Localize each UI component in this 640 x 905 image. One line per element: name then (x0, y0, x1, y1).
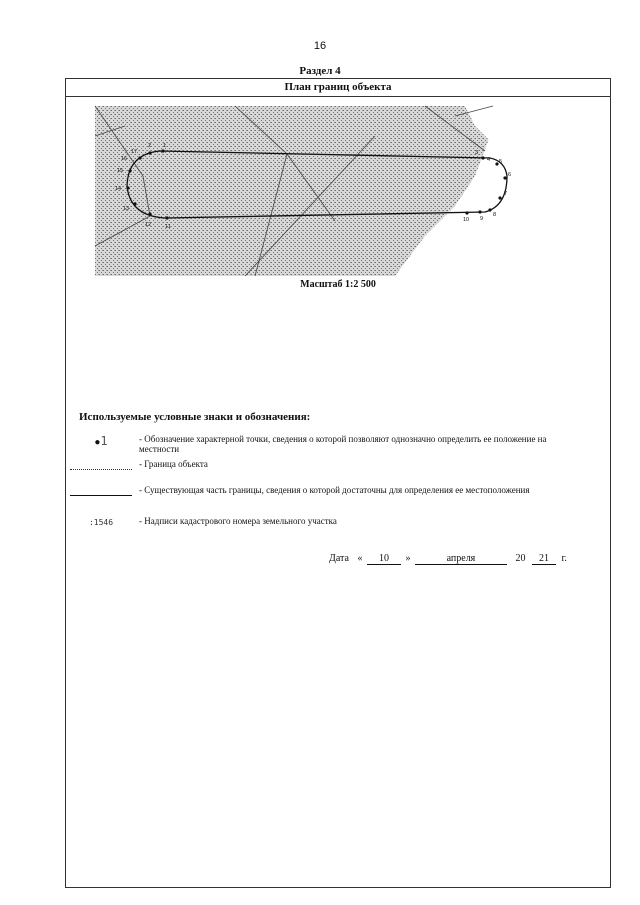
cadastral-area (95, 106, 490, 276)
point-label: 9 (480, 216, 484, 222)
legend-text: - Существующая часть границы, сведения о которой достаточны для определения ее местоположения (139, 485, 530, 495)
legend-text: - Надписи кадастрового номера земельного участка (139, 516, 337, 526)
date-open-quote: « (357, 553, 363, 564)
point-label: 17 (131, 149, 138, 155)
point-label: 5 (499, 159, 503, 165)
point-label: 2 (148, 143, 152, 149)
point-label: 1 (163, 143, 167, 149)
plan-frame (65, 78, 611, 888)
date-year: 21 (532, 553, 556, 565)
legend-title: Используемые условные знаки и обозначения: (79, 411, 311, 423)
point-label: 8 (493, 212, 497, 218)
section-title: Раздел 4 (299, 65, 341, 77)
date-month: апреля (415, 553, 507, 565)
point-label: 13 (123, 206, 130, 212)
point-label: 10 (463, 217, 470, 223)
point-label: 16 (121, 156, 128, 162)
point-symbol: ●1 (94, 434, 108, 448)
legend-text: - Граница объекта (139, 459, 208, 469)
cadastral-number-symbol: :1546 (88, 518, 114, 527)
date-suffix: г. (561, 553, 567, 564)
point-label: 11 (165, 224, 171, 230)
point-label: 15 (117, 168, 124, 174)
point-label: 4 (487, 157, 491, 163)
plan-header: План границ объекта (66, 79, 610, 97)
point-label: 12 (145, 222, 152, 228)
date-century: 20 (515, 553, 526, 564)
page-number: 16 (313, 40, 327, 52)
existing-boundary-symbol (70, 495, 132, 496)
date-day: 10 (367, 553, 401, 565)
date-close-quote: » (405, 553, 411, 564)
date-line (329, 553, 567, 565)
map-scale: Масштаб 1:2 500 (300, 279, 376, 290)
boundary-map (95, 106, 512, 276)
boundary-line-symbol (70, 469, 132, 470)
point-label: 14 (115, 186, 122, 192)
point-label: 6 (508, 172, 512, 178)
date-label: Дата (329, 553, 349, 564)
point-label: 3 (475, 150, 479, 156)
point-label: 7 (504, 191, 508, 197)
legend-text: - Обозначение характерной точки, сведения о которой позволяют однозначно определить ее положение на местности (139, 434, 547, 454)
